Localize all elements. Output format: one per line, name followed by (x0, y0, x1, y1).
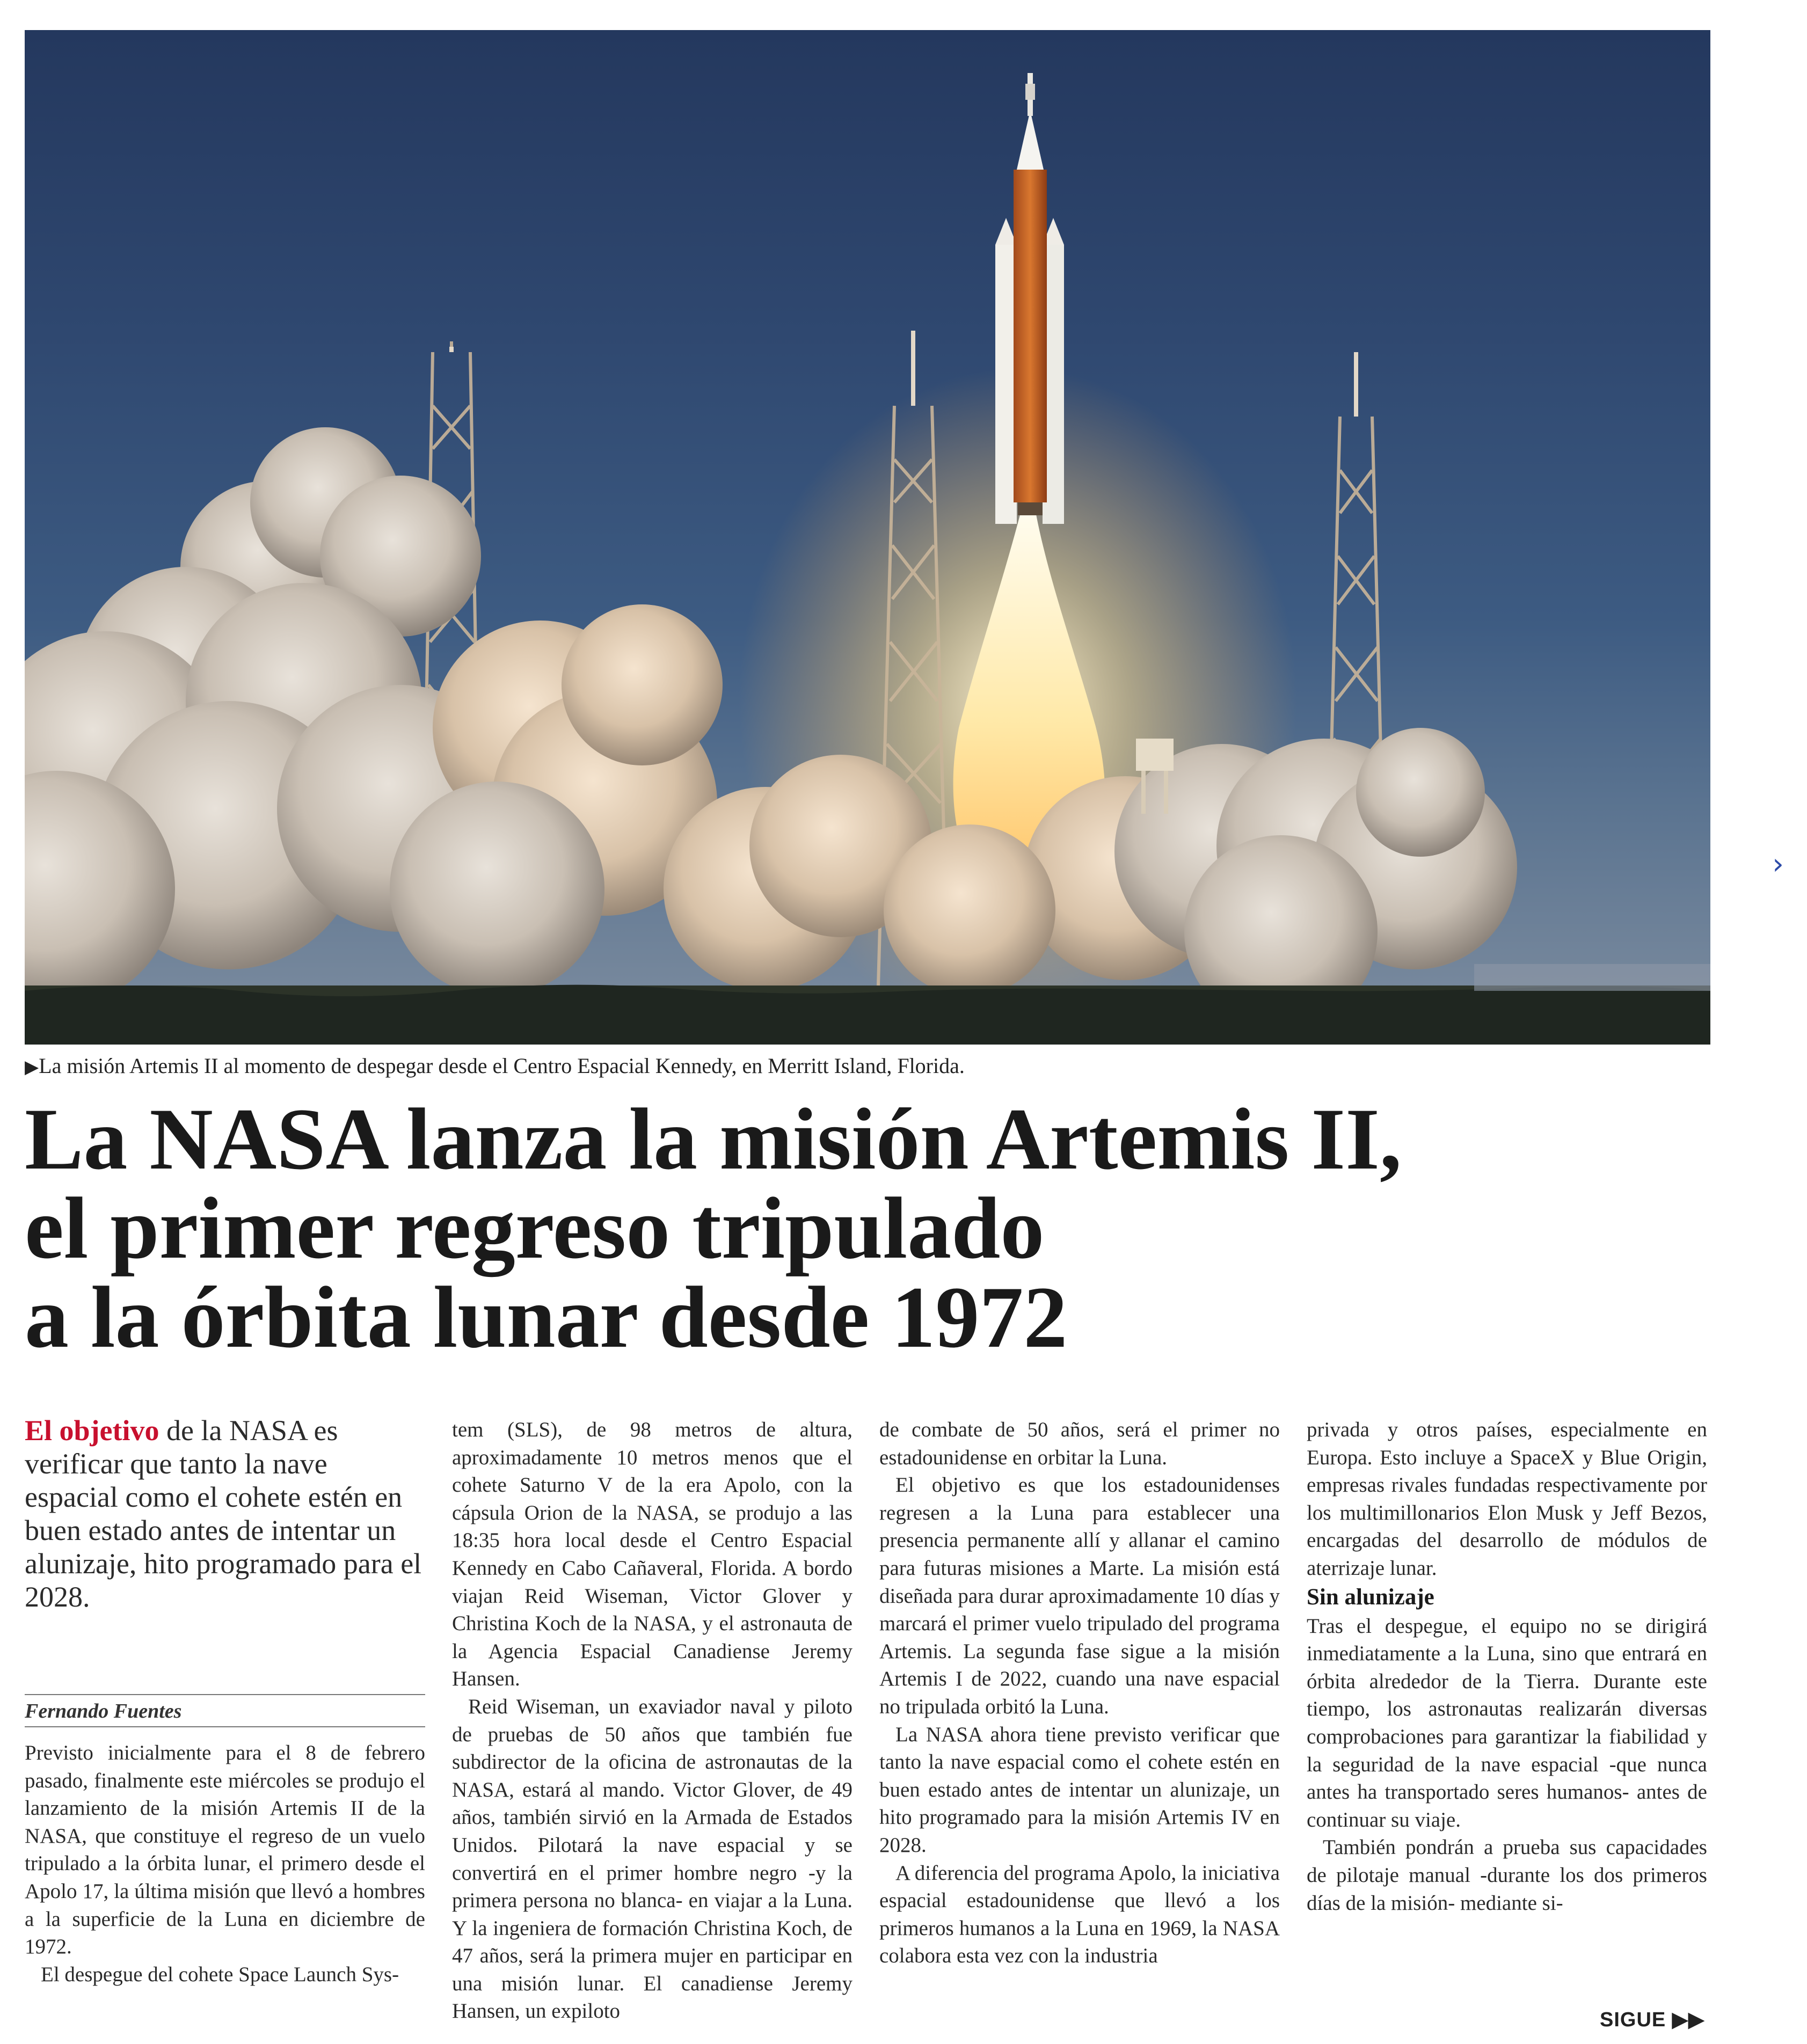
subhead-sin-alunizaje: Sin alunizaje (1307, 1584, 1434, 1610)
photo-caption (25, 1052, 1710, 1081)
column-3 (879, 1416, 1280, 1970)
column-1 (25, 1416, 425, 1988)
article-paragraph-7: Tras el despegue, el equipo no se dirigirá inmediatamente a la Luna, sino que entrará en órbita alrededor de la Tierra. Durante este tiempo, los astronautas realizarán diversas comprobaciones para garantizar la fiabilidad y la seguridad de la nave espacial -que nunca antes ha transportado seres humanos- antes de continuar su viaje. (1307, 1614, 1707, 1831)
caption-triangle-icon: ▶ (25, 1056, 39, 1078)
launch-photo (25, 30, 1710, 1045)
continue-label: SIGUE ▶▶ (1600, 2009, 1705, 2031)
article-paragraph-6-cont: privada y otros países, especialmente en Europa. Esto incluye a SpaceX y Blue Origin, empresas rivales fundadas respectivamente por los multimillonarios Elon Musk y Jeff Bezos, encargadas del desarrollo de módulos de aterrizaje lunar. (1307, 1418, 1707, 1580)
article-paragraph-6-start: A diferencia del programa Apolo, la iniciativa espacial estadounidense que llevó a los primeros humanos a la Luna en 1969, la NASA colabora esta vez con la industria (879, 1861, 1280, 1968)
next-page-arrow-icon[interactable]: › (1772, 847, 1784, 881)
article-paragraph-5: La NASA ahora tiene previsto verificar que tanto la nave espacial como el cohete estén en buen estado antes de intentar un alunizaje, un hito programado para la misión Artemis IV en 2028. (879, 1722, 1280, 1857)
headline-line-3: a la órbita lunar desde 1972 (25, 1269, 1068, 1366)
lead-paragraph (25, 1414, 425, 1614)
rocket-launch-illustration (25, 30, 1710, 1045)
lead-text: de la NASA es verificar que tanto la nave espacial como el cohete estén en buen estado antes de intentar un alunizaje, hito programado para el 2028. (25, 1414, 422, 1613)
article-paragraph-2-cont: tem (SLS), de 98 metros de altura, aproximadamente 10 metros menos que el cohete Saturno V de la era Apolo, con la cápsula Orion de la NASA, se produjo a las 18:35 hora local desde el Centro Espacial Kennedy en Cabo Cañaveral, Florida. A bordo viajan Reid Wiseman, Victor Glover y Christina Koch de la NASA, y el astronauta de la Agencia Espacial Canadiense Jeremy Hansen. (452, 1418, 853, 1691)
article-paragraph-8: También pondrán a prueba sus capacidades de pilotaje manual -durante los dos primeros días de la misión- mediante si- (1307, 1836, 1707, 1915)
headline (25, 1091, 1689, 1366)
article-paragraph-3-start: Reid Wiseman, un exaviador naval y piloto de pruebas de 50 años que también fue subdirector de la oficina de astronautas de la NASA, estará al mando. Victor Glover, de 49 años, también sirvió en la Armada de Estados Unidos. Pilotará la nave espacial y se convertirá en el primer hombre negro -y la primera persona no blanca- en viajar a la Luna. Y la ingeniera de formación Christina Koch, de 47 años, será la primera mujer en participar en una misión lunar. El canadiense Jeremy Hansen, un expiloto (452, 1695, 853, 2023)
article-paragraph-4: El objetivo es que los estadounidenses regresen a la Luna para establecer una presencia permanente allí y allanar el camino para futuras misiones a Marte. La misión está diseñada para durar aproximadamente 10 días y marcará el primer vuelo tripulado del programa Artemis. La segunda fase sigue a la misión Artemis I de 2022, cuando una nave espacial no tripulada orbitó la Luna. (879, 1473, 1280, 1718)
headline-line-2: el primer regreso tripulado (25, 1180, 1045, 1277)
article-paragraph-1: Previsto inicialmente para el 8 de febrero pasado, finalmente este miércoles se produjo el lanzamiento de la misión Artemis II de la NASA, que constituye el regreso de un vuelo tripulado a la órbita lunar, el primero desde el Apolo 17, la última misión que llevó a hombres a la superficie de la Luna en diciembre de 1972. (25, 1741, 425, 1959)
article-paragraph-3-cont: de combate de 50 años, será el primer no estadounidense en orbitar la Luna. (879, 1418, 1280, 1469)
column-4 (1307, 1416, 1707, 1917)
byline: Fernando Fuentes (25, 1700, 182, 1722)
headline-line-1: La NASA lanza la misión Artemis II, (25, 1091, 1402, 1188)
article-paragraph-2-start: El despegue del cohete Space Launch Sys- (41, 1962, 399, 1986)
lead-kicker: El objetivo (25, 1414, 159, 1447)
column-2 (452, 1416, 853, 2025)
caption-text: La misión Artemis II al momento de despegar desde el Centro Espacial Kennedy, en Merritt Island, Florida. (39, 1054, 965, 1078)
